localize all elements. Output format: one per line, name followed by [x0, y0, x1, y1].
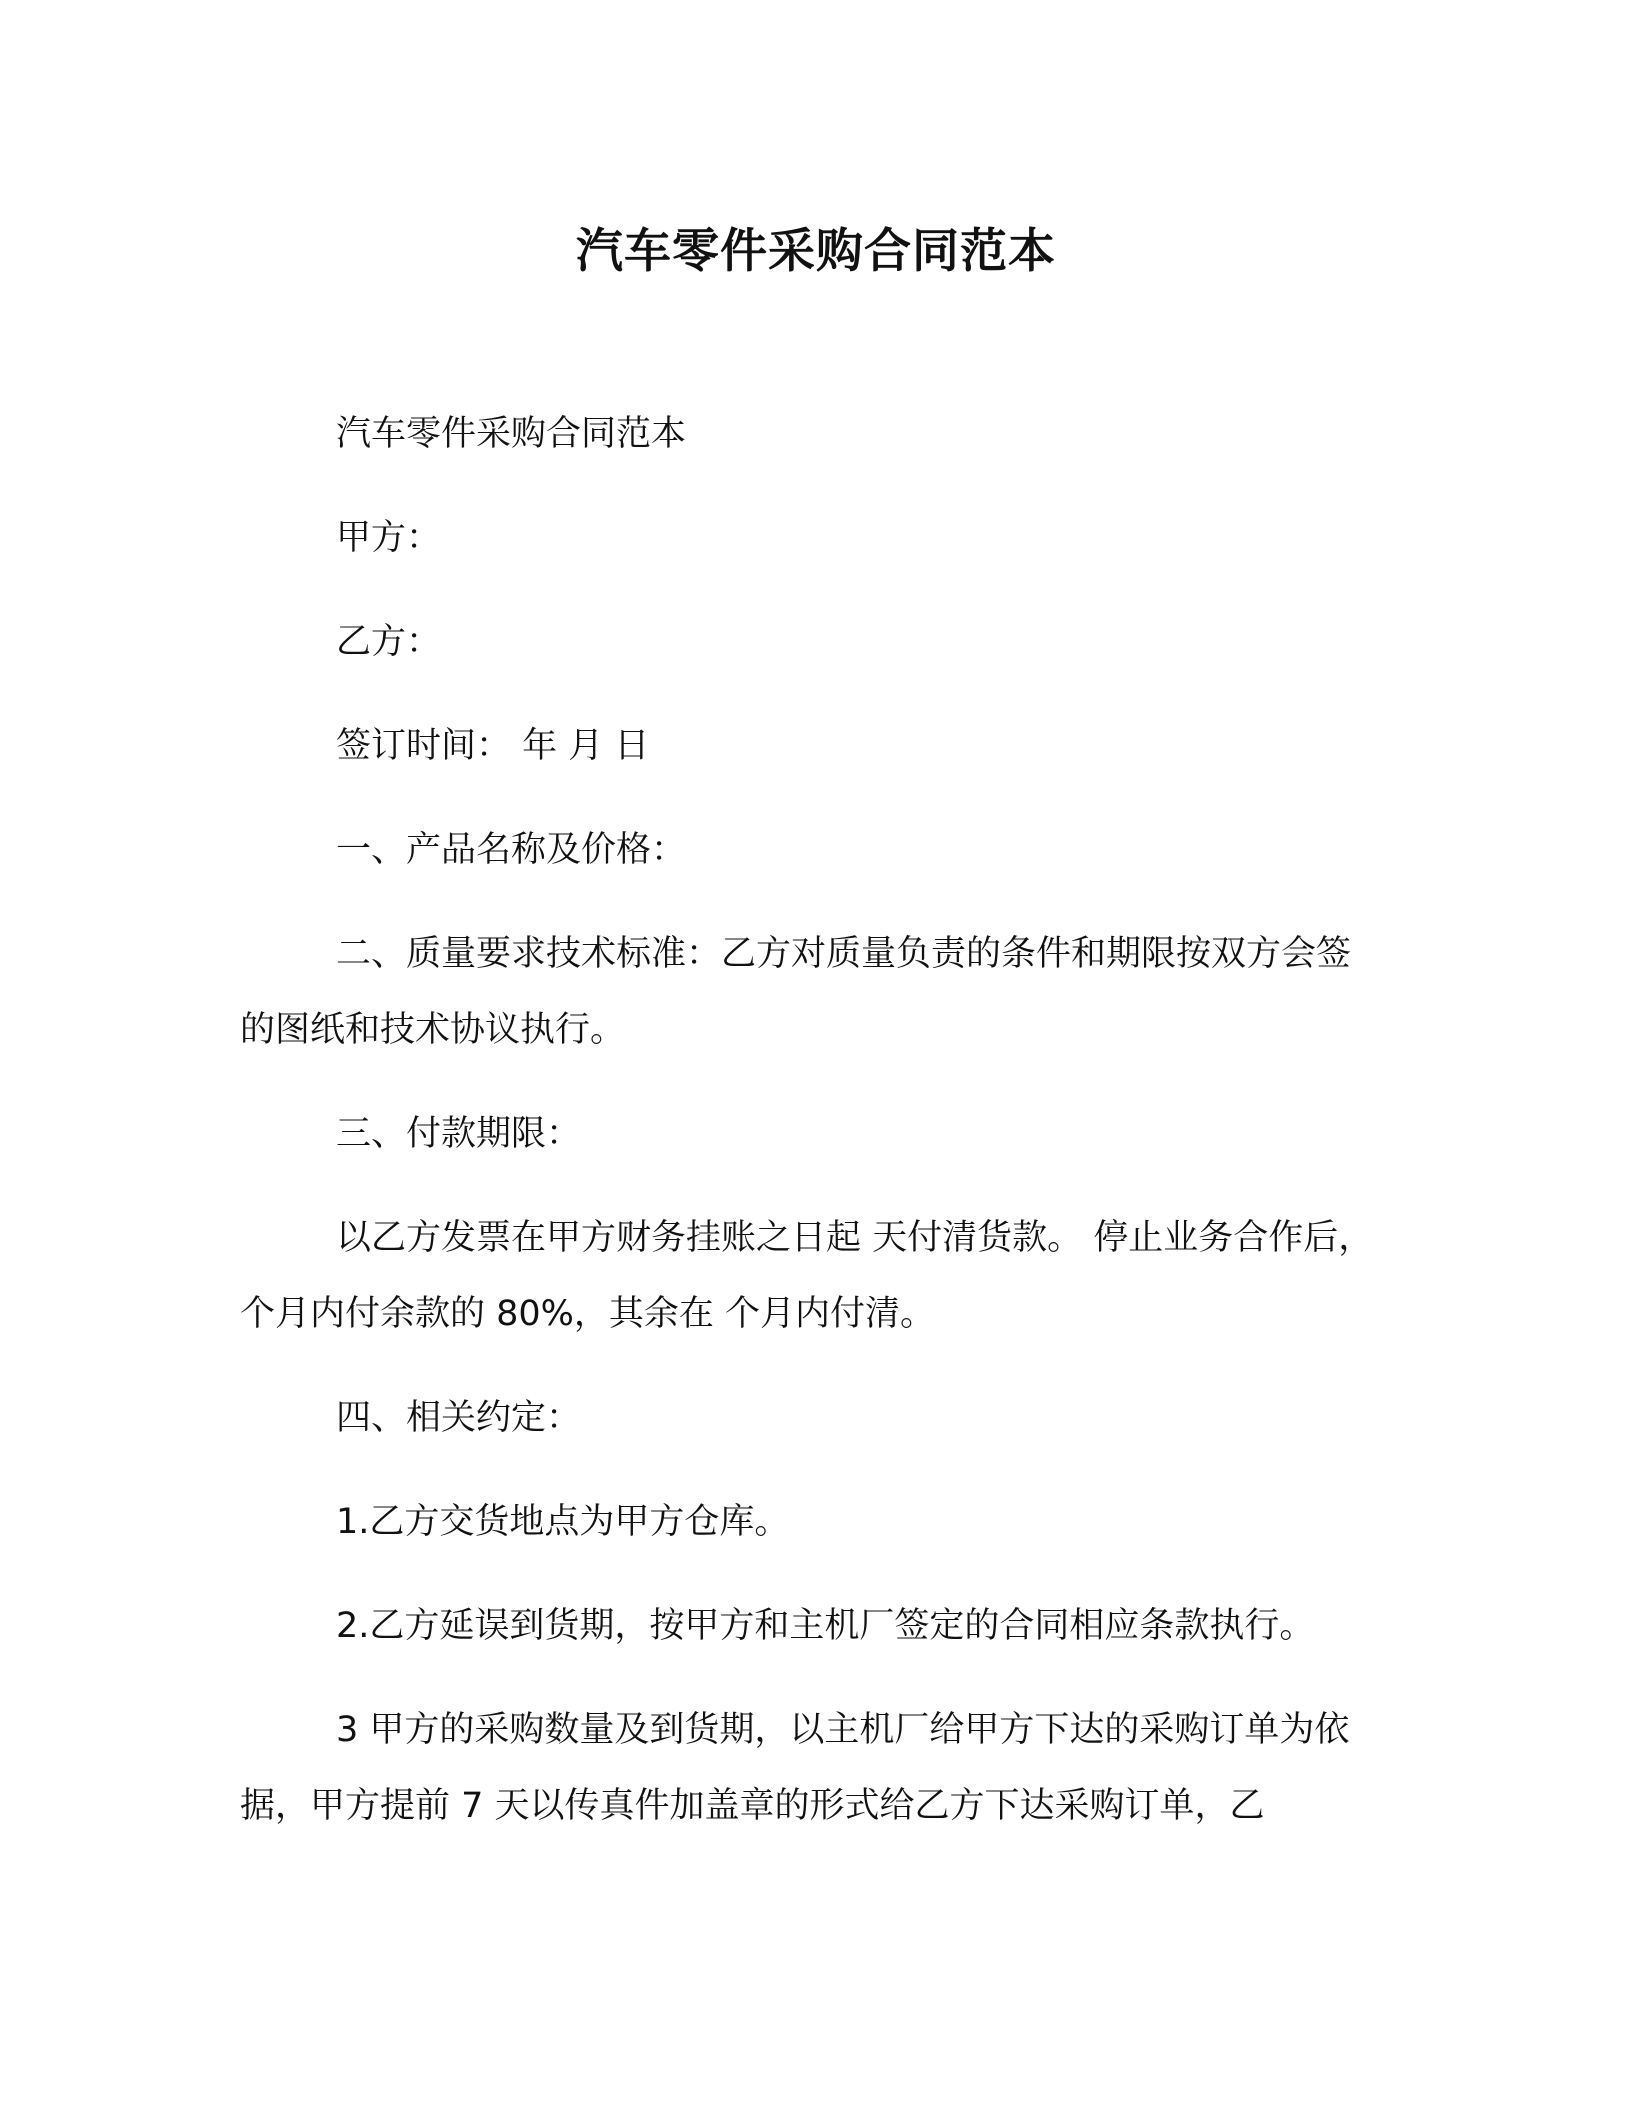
paragraph-sign-date: 签订时间： 年 月 日 — [336, 726, 650, 766]
paragraph-party-b: 乙方： — [336, 622, 442, 662]
paragraph-payment-terms: 以乙方发票在甲方财务挂账之日起 天付清货款。 停止业务合作后，个月内付余款的 80%，其余在 个月内付清。 — [240, 1218, 1374, 1334]
paragraph-clause-2: 2.乙方延误到货期，按甲方和主机厂签定的合同相应条款执行。 — [336, 1606, 1315, 1646]
paragraph-section-2: 二、质量要求技术标准：乙方对质量负责的条件和期限按双方会签的图纸和技术协议执行。 — [240, 934, 1352, 1050]
paragraph-party-a: 甲方： — [336, 518, 442, 558]
paragraph-section-3: 三、付款期限： — [336, 1114, 582, 1154]
paragraph-section-4: 四、相关约定： — [336, 1398, 582, 1438]
paragraph-clause-1: 1.乙方交货地点为甲方仓库。 — [336, 1502, 790, 1542]
document-title: 汽车零件采购合同范本 — [576, 224, 1056, 279]
paragraph-section-1: 一、产品名称及价格： — [336, 830, 687, 870]
paragraph-heading-repeat: 汽车零件采购合同范本 — [336, 414, 687, 454]
paragraph-clause-3: 3 甲方的采购数量及到货期，以主机厂给甲方下达的采购订单为依据，甲方提前 7 天以传真件加盖章的形式给乙方下达采购订单，乙 — [240, 1710, 1350, 1826]
document-body — [240, 396, 1380, 1872]
